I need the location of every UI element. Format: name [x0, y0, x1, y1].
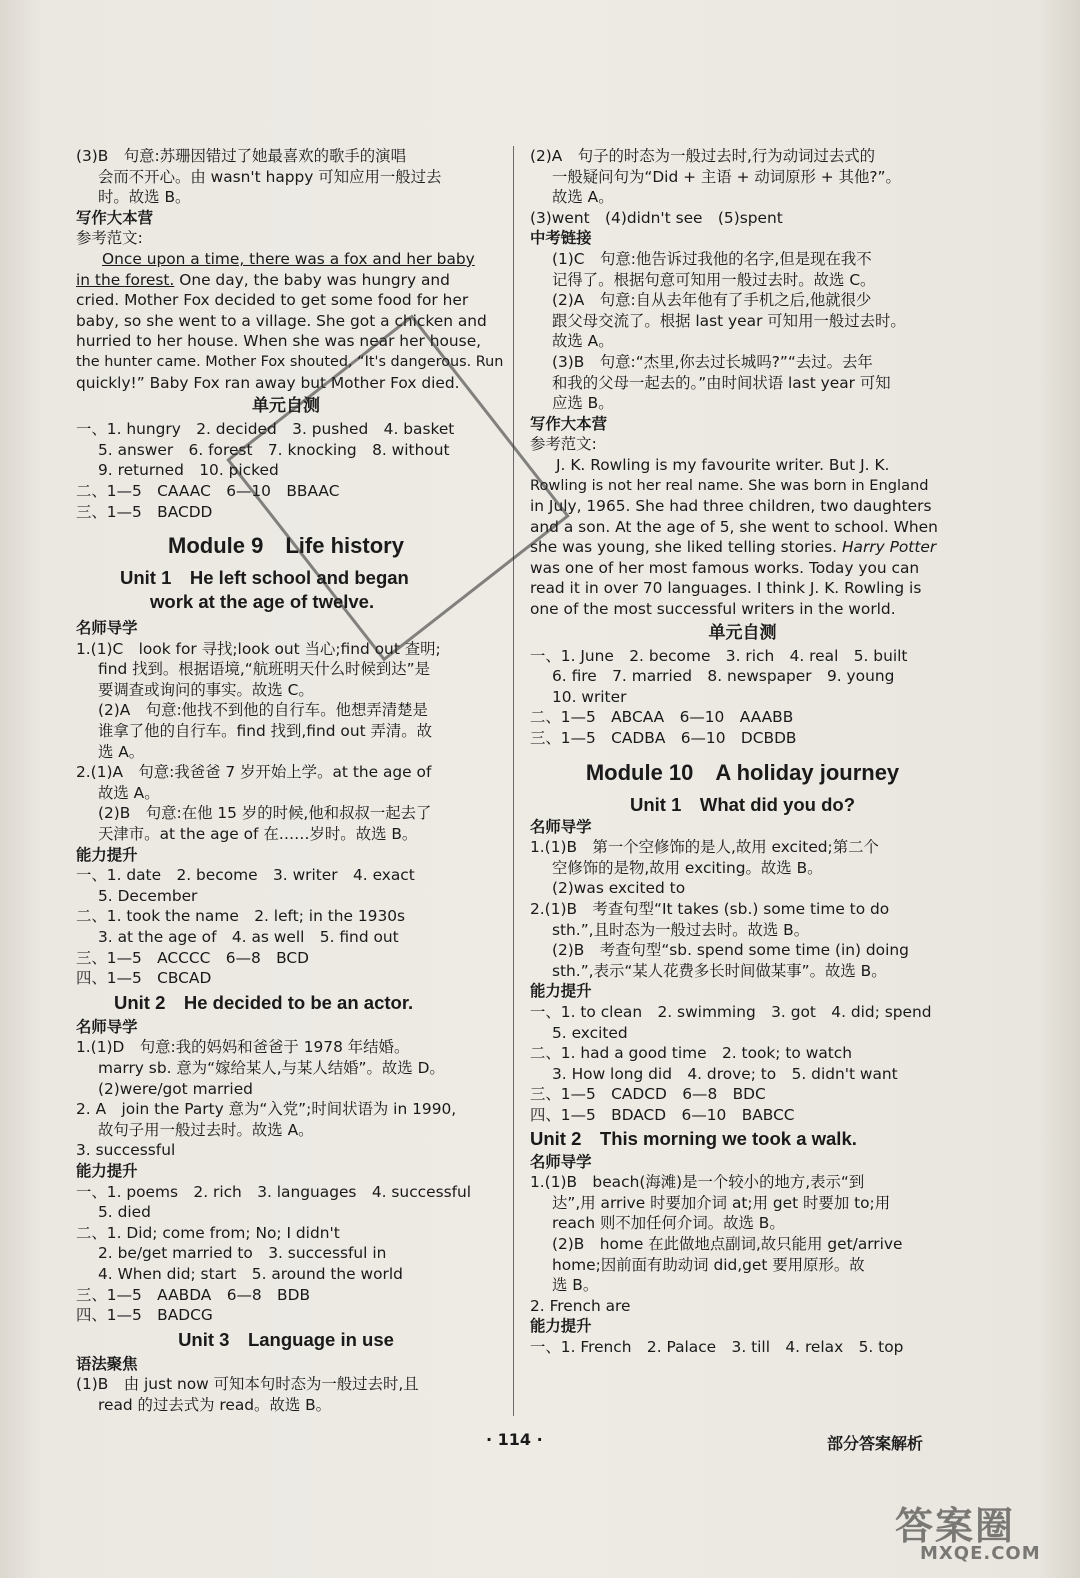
essay-line: hurried to her house. When she was near her house,: [76, 332, 482, 351]
answer-line: 故选 A。: [98, 783, 160, 802]
essay-underlined: in the forest.: [76, 270, 175, 289]
answer-line: 二、1—5 ABCAA 6—10 AAABB: [530, 708, 794, 727]
answer-line: 三、1—5 BACDD: [76, 502, 213, 521]
answer-line: 会而不开心。由 wasn't happy 可知应用一般过去: [98, 167, 442, 186]
essay-line: Once upon a time, there was a fox and her baby: [102, 249, 475, 268]
answer-line: 选 B。: [552, 1276, 599, 1295]
answer-line: (3)B 句意:苏珊因错过了她最喜欢的歌手的演唱: [76, 147, 406, 165]
footer-section-title: 部分答案解析: [827, 1434, 924, 1453]
section-heading-guide: 名师导学: [76, 619, 138, 638]
self-test-title: 单元自测: [708, 622, 777, 643]
sample-label: 参考范文:: [76, 229, 143, 248]
answer-line: reach 则不加任何介词。故选 B。: [552, 1214, 785, 1233]
answer-line: 应选 B。: [552, 394, 614, 413]
answer-line: 二、1. took the name 2. left; in the 1930s: [76, 907, 406, 926]
section-heading-writing: 写作大本营: [530, 414, 607, 433]
answer-line: 三、1—5 AABDA 6—8 BDB: [76, 1285, 311, 1304]
section-heading-ability: 能力提升: [530, 1317, 592, 1336]
answer-line: 三、1—5 ACCCC 6—8 BCD: [76, 948, 310, 967]
essay-line: was one of her most famous works. Today you can: [530, 558, 920, 577]
answer-line: 一、1. French 2. Palace 3. till 4. relax 5. top: [530, 1337, 904, 1356]
section-heading-guide: 名师导学: [530, 1152, 592, 1171]
answer-line: 5. December: [98, 886, 198, 905]
answer-line: find 找到。根据语境,“航班明天什么时候到达”是: [98, 660, 430, 679]
answer-line: 四、1—5 BADCG: [76, 1306, 213, 1325]
essay-line: Rowling is not her real name. She was born in England: [530, 476, 929, 494]
essay-line: J. K. Rowling is my favourite writer. But J. K.: [556, 455, 890, 474]
unit-title: Unit 2 He decided to be an actor.: [114, 991, 414, 1013]
answer-line: 选 A。: [98, 742, 145, 761]
module-9-title: Module 9 Life history: [168, 533, 404, 559]
section-heading-exam: 中考链接: [530, 229, 592, 248]
answer-line: (2)B 句意:在他 15 岁的时候,他和叔叔一起去了: [98, 804, 432, 823]
answer-line: 四、1—5 CBCAD: [76, 969, 212, 988]
answer-line: 1.(1)D 句意:我的妈妈和爸爸于 1978 年结婚。: [76, 1038, 410, 1057]
unit-title: Unit 1 What did you do?: [629, 793, 856, 815]
section-heading-guide: 名师导学: [76, 1017, 138, 1036]
answer-line: 4. When did; start 5. around the world: [98, 1264, 403, 1283]
answer-line: 二、1. Did; come from; No; I didn't: [76, 1223, 340, 1242]
watermark-text: 答案圈: [895, 1504, 1016, 1548]
sample-label: 参考范文:: [530, 435, 597, 454]
essay-line: in July, 1965. She had three children, two daughters: [530, 497, 932, 516]
essay-line: the hunter came. Mother Fox shouted, “It's dangerous. Run: [76, 353, 504, 370]
answer-line: 9. returned 10. picked: [98, 461, 279, 480]
answer-line: (2)was excited to: [552, 879, 686, 898]
section-heading-ability: 能力提升: [76, 1161, 138, 1180]
answer-line: 一般疑问句为“Did + 主语 + 动词原形 + 其他?”。: [552, 167, 901, 186]
unit-title: Unit 2 This morning we took a walk.: [530, 1127, 857, 1149]
section-heading-grammar: 语法聚焦: [76, 1354, 138, 1373]
essay-text: One day, the baby was hungry and: [174, 270, 450, 289]
answer-line: 一、1. date 2. become 3. writer 4. exact: [76, 866, 415, 885]
answer-line: 四、1—5 BDACD 6—10 BABCC: [530, 1105, 795, 1124]
answer-line: 三、1—5 CADCD 6—8 BDC: [530, 1085, 766, 1104]
answer-line: (2)B home 在此做地点副词,故只能用 get/arrive: [552, 1234, 903, 1253]
section-heading-ability: 能力提升: [530, 982, 592, 1001]
answer-line: 5. excited: [552, 1023, 628, 1042]
answer-line: 一、1. poems 2. rich 3. languages 4. successful: [76, 1182, 472, 1201]
answer-line: 3. How long did 4. drove; to 5. didn't want: [552, 1064, 898, 1083]
essay-line: and a son. At the age of 5, she went to school. When: [530, 517, 938, 536]
answer-line: (1)C 句意:他告诉过我他的名字,但是现在我不: [552, 249, 872, 268]
answer-line: 5. answer 6. forest 7. knocking 8. without: [98, 440, 450, 459]
answer-line: 三、1—5 CADBA 6—10 DCBDB: [530, 729, 797, 748]
book-title: Harry Potter: [841, 538, 937, 557]
right-column: [530, 146, 955, 1357]
answer-line: 2. A join the Party 意为“入党”;时间状语为 in 1990,: [76, 1100, 457, 1119]
answer-line: (2)A 句意:自从去年他有了手机之后,他就很少: [552, 291, 872, 310]
answer-line: 3. successful: [76, 1141, 176, 1160]
answer-line: 二、1. had a good time 2. took; to watch: [530, 1044, 853, 1063]
answer-line: (2)A 句子的时态为一般过去时,行为动词过去式的: [530, 147, 876, 165]
answer-line: 故选 A。: [552, 188, 614, 207]
answer-line: 天津市。at the age of 在……岁时。故选 B。: [98, 825, 418, 844]
answer-line: 一、1. to clean 2. swimming 3. got 4. did; spend: [530, 1002, 932, 1021]
essay-line: baby, so she went to a village. She got a chicken and: [76, 311, 487, 330]
answer-line: 谁拿了他的自行车。find 找到,find out 弄清。故: [98, 722, 433, 741]
section-heading-ability: 能力提升: [76, 845, 138, 864]
unit-title: work at the age of twelve.: [150, 591, 375, 613]
answer-line: 1.(1)C look for 寻找;look out 当心;find out 查明;: [76, 639, 441, 658]
site-watermark-logo: [895, 1495, 1065, 1570]
self-test-title: 单元自测: [252, 396, 320, 417]
answer-line: 1.(1)B 第一个空修饰的是人,故用 excited;第二个: [530, 838, 879, 857]
answer-line: read 的过去式为 read。故选 B。: [98, 1395, 332, 1414]
answer-line: (2)were/got married: [98, 1079, 253, 1098]
answer-line: 2.(1)B 考查句型“It takes (sb.) some time to do: [530, 900, 890, 918]
essay-line: quickly!” Baby Fox ran away but Mother Fox died.: [76, 373, 460, 392]
answer-line: home;因前面有助动词 did,get 要用原形。故: [552, 1255, 865, 1274]
answer-line: (1)B 由 just now 可知本句时态为一般过去时,且: [76, 1375, 419, 1394]
module-10-title: Module 10 A holiday journey: [585, 759, 900, 785]
answer-line: 和我的父母一起去的。”由时间状语 last year 可知: [552, 373, 891, 392]
answer-line: 空修饰的是物,故用 exciting。故选 B。: [552, 858, 823, 877]
answer-line: 6. fire 7. married 8. newspaper 9. young: [552, 667, 895, 686]
unit-title: Unit 3 Language in use: [178, 1328, 394, 1350]
section-heading-writing: 写作大本营: [76, 208, 153, 227]
answer-line: marry sb. 意为“嫁给某人,与某人结婚”。故选 D。: [98, 1058, 445, 1077]
answer-line: 达”,用 arrive 时要加介词 at;用 get 时要加 to;用: [552, 1193, 891, 1212]
essay-line: read it in over 70 languages. I think J. K. Rowling is: [530, 579, 922, 598]
answer-line: 跟父母交流了。根据 last year 可知用一般过去时。: [552, 311, 906, 330]
answer-line: (2)B 考查句型“sb. spend some time (in) doing: [552, 941, 909, 960]
answer-line: 一、1. hungry 2. decided 3. pushed 4. basket: [76, 420, 455, 439]
answer-line: 时。故选 B。: [98, 188, 191, 207]
page-number: · 114 ·: [486, 1430, 543, 1449]
rowling-essay: [530, 455, 955, 620]
answer-line: sth.”,表示“某人花费多长时间做某事”。故选 B。: [552, 961, 887, 980]
answer-line: 2. French are: [530, 1296, 631, 1315]
answer-line: 故句子用一般过去时。故选 A。: [98, 1120, 314, 1139]
answer-line: 记得了。根据句意可知用一般过去时。故选 C。: [552, 270, 876, 289]
answer-line: 2.(1)A 句意:我爸爸 7 岁开始上学。at the age of: [76, 763, 432, 782]
watermark-url: MXQE.COM: [920, 1543, 1041, 1564]
answer-line: 1.(1)B beach(海滩)是一个较小的地方,表示“到: [530, 1173, 865, 1192]
left-column: [76, 146, 504, 1415]
column-divider: [513, 146, 514, 1416]
answer-line: (3)B 句意:“杰里,你去过长城吗?”“去过。去年: [552, 352, 873, 371]
answer-line: 3. at the age of 4. as well 5. find out: [98, 928, 399, 946]
answer-line: (3)went (4)didn't see (5)spent: [530, 208, 783, 227]
answer-line: 要调查或询问的事实。故选 C。: [98, 680, 314, 699]
answer-line: 故选 A。: [552, 332, 614, 351]
answer-line: sth.”,且时态为一般过去时。故选 B。: [552, 920, 810, 939]
essay-text: she was young, she liked telling stories.: [530, 538, 842, 557]
answer-line: 10. writer: [552, 687, 627, 706]
unit-title: Unit 1 He left school and began: [120, 567, 409, 589]
answer-line: 5. died: [98, 1203, 151, 1222]
answer-line: 二、1—5 CAAAC 6—10 BBAAC: [76, 481, 340, 500]
answer-line: (2)A 句意:他找不到他的自行车。他想弄清楚是: [98, 701, 428, 720]
answer-line: 2. be/get married to 3. successful in: [98, 1244, 387, 1263]
essay-line: one of the most successful writers in the world.: [530, 600, 896, 619]
section-heading-guide: 名师导学: [530, 817, 592, 836]
essay-line: cried. Mother Fox decided to get some food for her: [76, 291, 469, 310]
answer-line: 一、1. June 2. become 3. rich 4. real 5. built: [530, 646, 908, 665]
